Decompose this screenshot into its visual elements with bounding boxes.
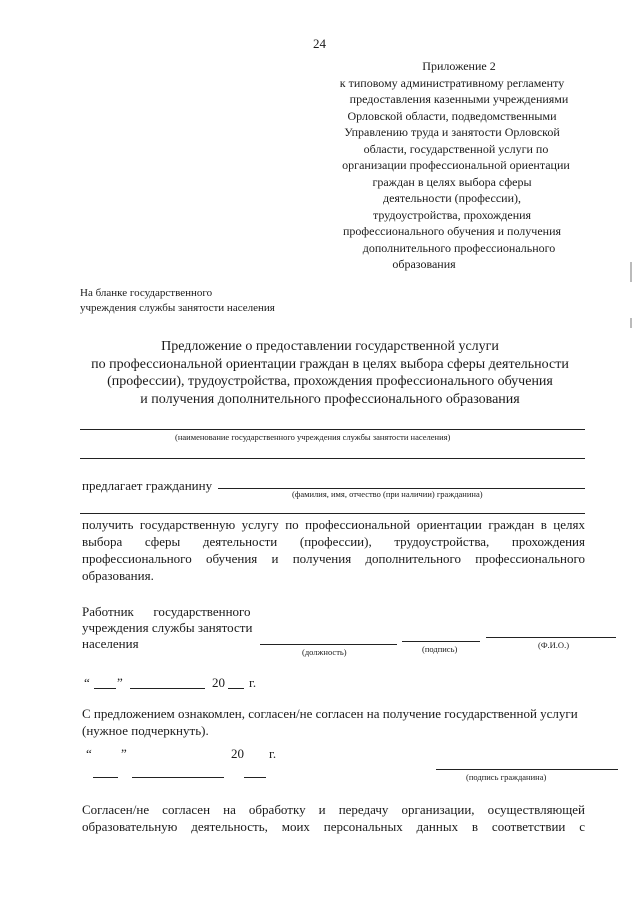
signature-line [402, 641, 480, 642]
institution-caption: (наименование государственного учреждения службы занятости населения) [175, 432, 451, 442]
date-close-quote: ” [117, 675, 123, 690]
worker-label-line: Работник государственного [82, 604, 251, 619]
letterhead-note-line: учреждения службы занятости населения [80, 302, 275, 314]
appendix-line: Управлению труда и занятости Орловской [344, 125, 560, 139]
signature-caption: (подпись) [422, 644, 458, 654]
appendix-line: предоставления казенными учреждениями [349, 92, 569, 106]
page-number: 24 [313, 36, 326, 51]
date-year-prefix: 20 [212, 675, 225, 690]
date2-day-line [93, 777, 118, 778]
data-consent-line: Согласен/не согласен на обработку и передачу организации, осуществляющей [82, 802, 585, 817]
citizen-signature-caption: (подпись гражданина) [466, 772, 547, 782]
body-paragraph-line: получить государственную услугу по профессиональной ориентации граждан в целях [82, 517, 585, 532]
citizen-caption: (фамилия, имя, отчество (при наличии) гражданина) [292, 489, 483, 499]
citizen-signature-line [436, 769, 618, 770]
date2-open-quote: “ [86, 746, 92, 761]
position-caption: (должность) [302, 647, 347, 657]
date2-year-suffix: г. [269, 746, 277, 761]
title-line: Предложение о предоставлении государственной услуги [161, 339, 499, 354]
worker-label-line: учреждения службы занятости [82, 620, 253, 635]
body-paragraph-line: образования. [82, 568, 154, 583]
title-line: по профессиональной ориентации граждан в целях выбора сферы деятельности [91, 356, 569, 372]
appendix-line: Орловской области, подведомственными [347, 108, 557, 123]
consent-line: (нужное подчеркнуть). [82, 723, 209, 738]
citizen-name-line-2 [80, 513, 585, 514]
body-paragraph-line: профессионального обучения и получения дополнительного профессионального [82, 551, 585, 566]
institution-name-line [80, 429, 585, 430]
institution-name-line-2 [80, 458, 585, 459]
date2-year-prefix: 20 [231, 746, 244, 761]
date-year-line [228, 688, 244, 689]
worker-label [82, 604, 257, 652]
appendix-header [312, 58, 592, 273]
position-line [260, 644, 397, 645]
appendix-line: трудоустройства, прохождения [372, 207, 532, 222]
appendix-line: области, государственной услуги по [363, 141, 549, 156]
body-paragraph-line: выбора сферы деятельности (профессии), трудоустройства, прохождения [82, 534, 585, 549]
document-title [60, 338, 600, 408]
appendix-line: деятельности (профессии), [382, 191, 521, 205]
date-month-line [130, 688, 205, 689]
date2-month-line [132, 777, 224, 778]
letterhead-note-line: На бланке государственного [80, 287, 213, 299]
consent-line: С предложением ознакомлен, согласен/не согласен на получение государственной услуги [82, 706, 578, 721]
scan-edge-mark [630, 318, 632, 328]
appendix-line: профессионального обучения и получения [342, 224, 562, 238]
scan-edge-mark [630, 262, 632, 282]
title-line: (профессии), трудоустройства, прохождения профессионального обучения [107, 374, 553, 389]
title-line: и получения дополнительного профессионального образования [140, 391, 520, 407]
name-line [486, 637, 616, 638]
offers-citizen-label: предлагает гражданину [82, 478, 213, 493]
date-open-quote: “ [84, 675, 90, 690]
worker-label-line: населения [82, 636, 139, 651]
date-year-suffix: г. [249, 675, 257, 690]
date-day-line [94, 688, 116, 689]
date2-close-quote: ” [121, 746, 127, 761]
date2-year-line [244, 777, 266, 778]
letterhead-note [80, 286, 275, 316]
appendix-line: дополнительного профессионального [362, 240, 556, 255]
appendix-line: организации профессиональной ориентации [342, 158, 570, 172]
appendix-line: граждан в целях выбора сферы [372, 174, 532, 189]
appendix-line: образования [392, 257, 456, 271]
appendix-heading: Приложение 2 [422, 59, 496, 73]
appendix-line: к типовому административному регламенту [339, 75, 565, 90]
data-consent-line: образовательную деятельность, моих персональных данных в соответствии с [82, 819, 585, 834]
name-caption: (Ф.И.О.) [538, 640, 570, 650]
